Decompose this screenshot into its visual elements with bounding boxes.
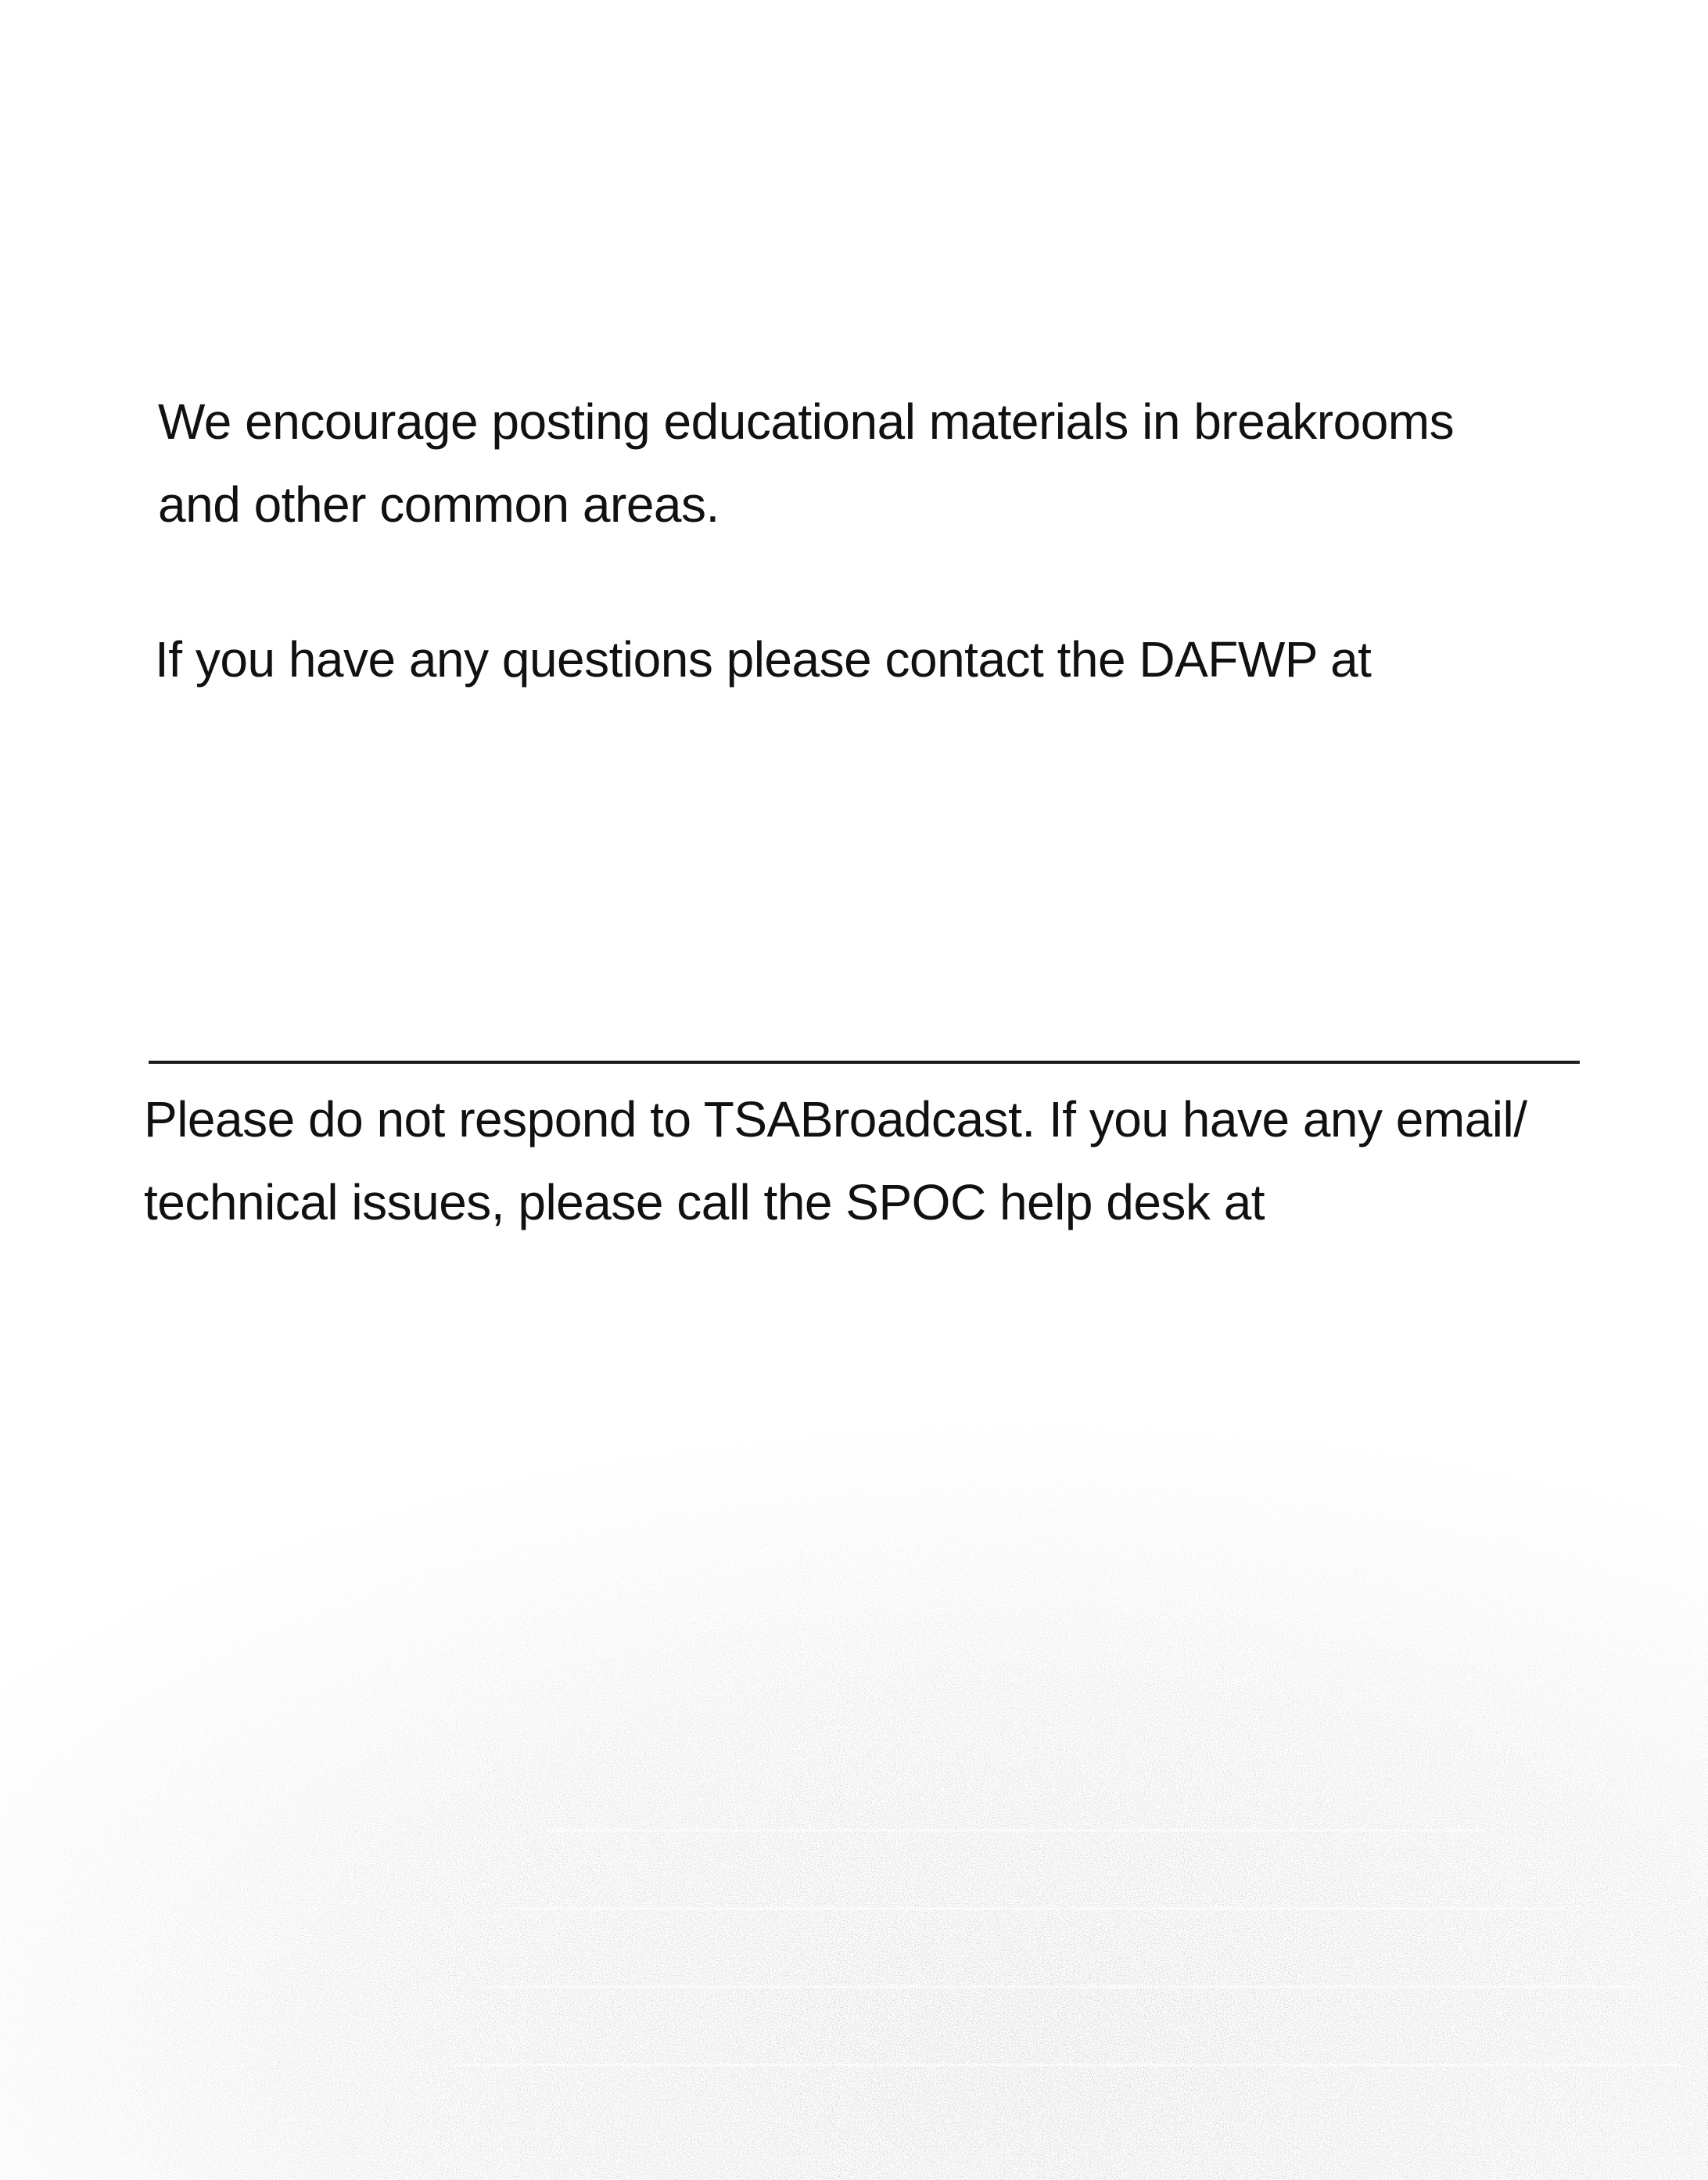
footer-line: technical issues, please call the SPOC help desk at xyxy=(144,1174,1265,1230)
paragraph-line: We encourage posting educational materials in breakrooms xyxy=(158,393,1455,450)
paragraph-line: and other common areas. xyxy=(158,476,719,533)
footer-notice xyxy=(144,1078,1527,1244)
footer-divider xyxy=(149,1061,1580,1064)
scan-artifact xyxy=(0,1330,1708,2180)
posting-encouragement-paragraph xyxy=(158,380,1454,546)
paragraph-line: If you have any questions please contact the DAFWP at xyxy=(155,631,1372,688)
contact-paragraph xyxy=(155,618,1371,701)
footer-line: Please do not respond to TSABroadcast. If you have any email/ xyxy=(144,1091,1527,1147)
